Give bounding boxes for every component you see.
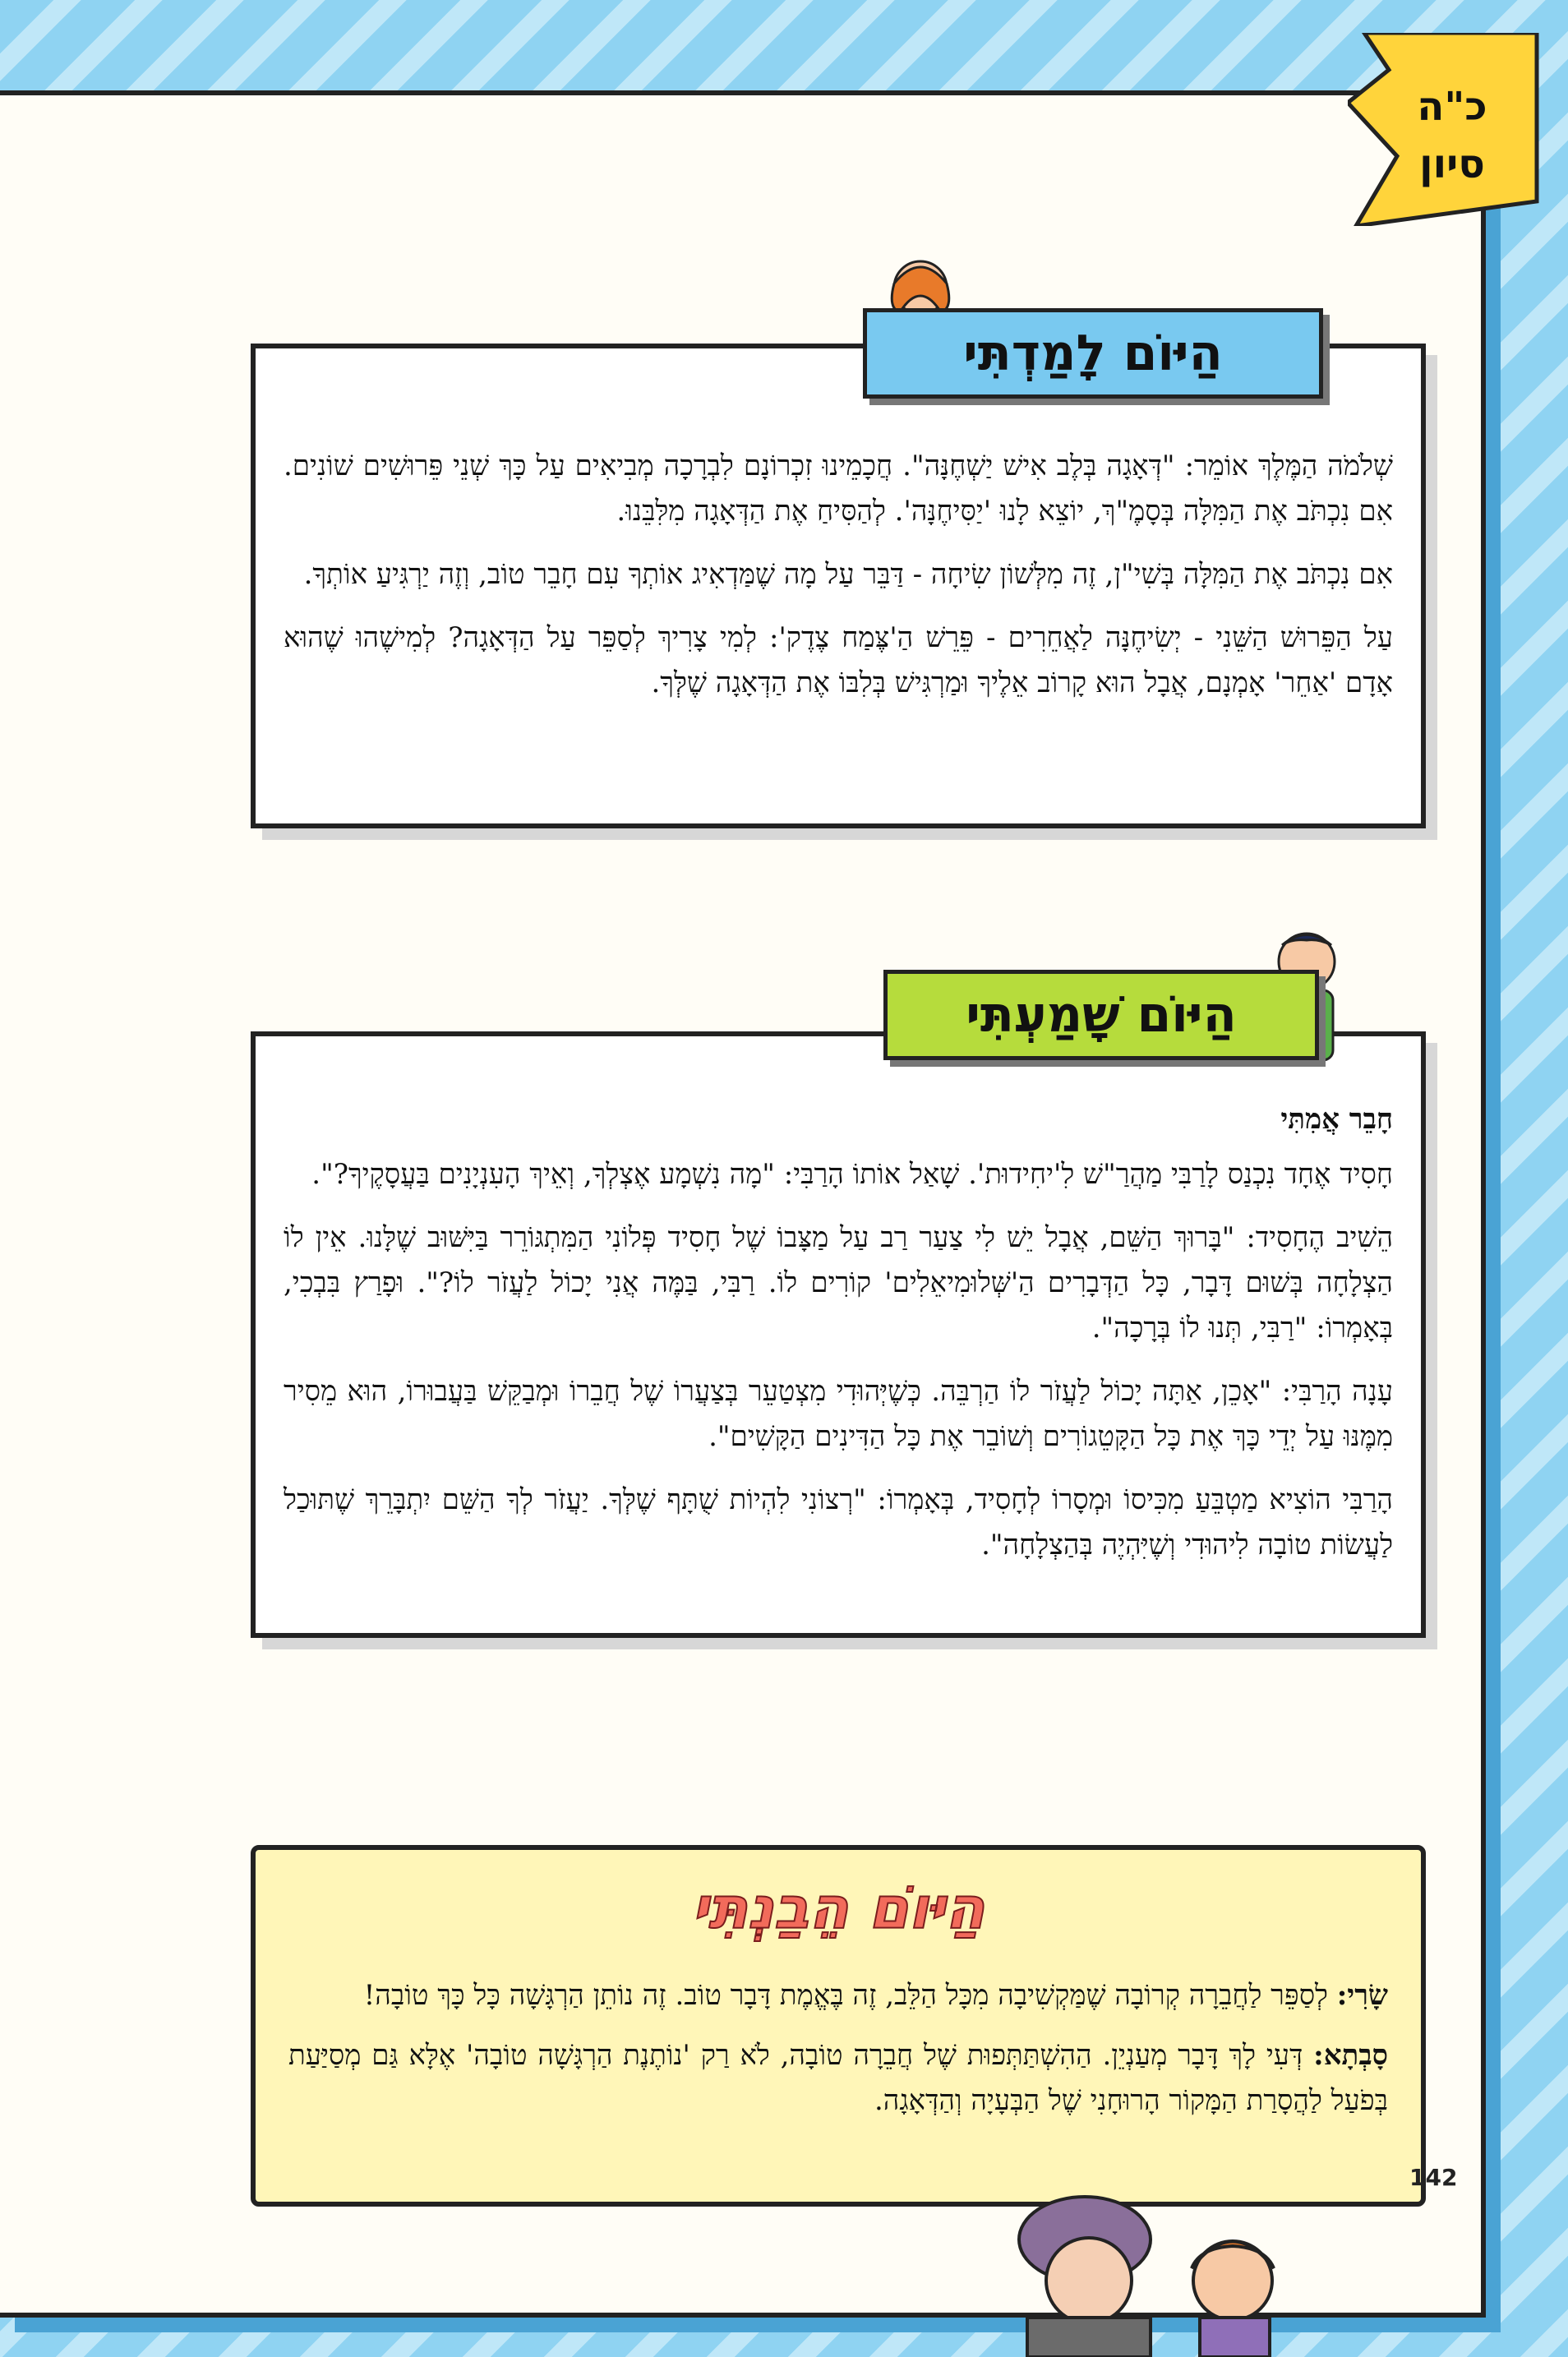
line-text-grandma: דְּעִי לָךְ דָּבָר מְעַנְיֵן. הַהִשְׁתַּתְּפוּת שֶׁל חֲבֵרָה טוֹבָה, לֹא רַק 'נוֹתֶנֶת הַרְגָּשָׁה טוֹבָה' אֶלָּא גַּם מְסַיַּעַת בְּפֹעַל לַהֲסָרַת הַמָּקוֹר הָרוּחָנִי שֶׁל הַבְּעָיָה וְהַדְּאָגָה. <box>288 2039 1388 2117</box>
heard-title-banner <box>883 970 1319 1060</box>
heard-paragraph: הָרַבִּי הוֹצִיא מַטְבֵּעַ מִכִּיסוֹ וּמְסָרוֹ לְחָסִיד, בְּאָמְרוֹ: "רְצוֹנִי לִהְיוֹת שֻׁתָּף שֶׁלְּךָ. יַעֲזֹר לְךָ הַשֵּׁם יִתְבָּרֵךְ שֶׁתּוּכַל לַעֲשׂוֹת טוֹבָה לִיהוּדִי וְשֶׁיִּהְיֶה בְּהַצְלָחָה". <box>284 1483 1393 1561</box>
date-day: כ"ה <box>1417 84 1487 130</box>
understood-line-grandma <box>288 2033 1388 2124</box>
understood-title: הַיּוֹם הֵבַנְתִּי <box>691 1875 985 1942</box>
learned-text <box>284 444 1393 724</box>
heard-paragraph: חָסִיד אֶחָד נִכְנַס לָרַבִּי מַהֲרַ"שׁ לִ'יחִידוּת'. שָׁאַל אוֹתוֹ הָרַבִּי: "מָה נִשְׁמָע אֶצְלְךָ, וְאֵיךְ הָעִנְיָנִים בַּעֲסָקֶיךָ?". <box>311 1158 1393 1191</box>
page-number: 142 <box>1409 2164 1458 2191</box>
date-ribbon <box>1348 33 1553 226</box>
learned-paragraph: אִם נִכְתֹּב אֶת הַמִּלָּה בְּשִׁי"ן, זֶה מִלְּשׁוֹן שִׂיחָה - דַּבֵּר עַל מָה שֶׁמַּדְאִיג אוֹתְךָ עִם חָבֵר טוֹב, וְזֶה יַרְגִּיעַ אוֹתְךָ. <box>303 558 1393 591</box>
heard-paragraph: הֵשִׁיב הֶחָסִיד: "בָּרוּךְ הַשֵּׁם, אֲבָל יֵשׁ לִי צַעַר רַב עַל מַצָּבוֹ שֶׁל חָסִיד פְּלוֹנִי הַמִּתְגּוֹרֵר בַּיִּשּׁוּב שֶׁלָּנוּ. אֵין לוֹ הַצְלָחָה בְּשׁוּם דָּבָר, כָּל הַדְּבָרִים הַ'שְּׁלוּמִיאֵלִים' קוֹרִים לוֹ. רַבִּי, בַּמֶּה אֲנִי יָכוֹל לַעֲזֹר לוֹ?". וּפָרַץ בִּבְכִי, בְּאָמְרוֹ: "רַבִּי, תְּנוּ לוֹ בְּרָכָה". <box>284 1221 1393 1345</box>
grandma-and-girl-illustration <box>994 2182 1307 2357</box>
heard-title: הַיּוֹם שָׁמַעְתִּי <box>966 986 1237 1044</box>
heard-heading: חָבֵר אֲמִתִּי <box>1280 1103 1393 1136</box>
understood-bubble <box>251 1845 1426 2207</box>
learned-paragraph: שְׁלֹמֹה הַמֶּלֶךְ אוֹמֵר: "דְּאָגָה בְּלֶב אִישׁ יַשְׁחֶנָּה". חֲכָמֵינוּ זִכְרוֹנָם לִבְרָכָה מְבִיאִים עַל כָּךְ שְׁנֵי פֵּרוּשִׁים שׁוֹנִים. אִם נִכְתֹּב אֶת הַמִּלָּה בְּסָמֶ"ךְ, יוֹצֵא לָנוּ 'יַסִּיחֶנָּה'. לְהַסִּיחַ אֶת הַדְּאָגָה מִלִּבֵּנוּ. <box>284 450 1393 528</box>
understood-text <box>288 1973 1388 2138</box>
date-month: סיון <box>1419 141 1485 187</box>
line-text-sari: לְסַפֵּר לַחֲבֵרָה קְרוֹבָה שֶׁמַּקְשִׁיבָה מִכָּל הַלֵּב, זֶה בֶּאֱמֶת דָּבָר טוֹב. זֶה נוֹתֵן הַרְגָּשָׁה כָּל כָּךְ טוֹבָה! <box>363 1979 1337 2012</box>
learned-paragraph: עַל הַפֵּרוּשׁ הַשֵּׁנִי - יְשִׂיחֶנָּה לַאֲחֵרִים - פֵּרֵשׁ הַ'צֶּמַח צֶדֶק': לְמִי צָרִיךְ לְסַפֵּר עַל הַדְּאָגָה? לְמִישֶׁהוּ שֶׁהוּא אָדָם 'אַחֵר' אָמְנָם, אֲבָל הוּא קָרוֹב אֵלֶיךָ וּמַרְגִּישׁ בְּלִבּוֹ אֶת הַדְּאָגָה שֶׁלְּךָ. <box>284 621 1393 699</box>
learned-title: הַיּוֹם לָמַדְתִּי <box>963 325 1223 382</box>
speaker-grandma: סָבְתָא: <box>1313 2039 1388 2072</box>
understood-line-sari <box>288 1973 1388 2018</box>
heard-paragraph: עָנָה הָרַבִּי: "אָכֵן, אַתָּה יָכוֹל לַעֲזֹר לוֹ הַרְבֵּה. כְּשֶׁיְּהוּדִי מִצְטַעֵר בְּצַעֲרוֹ שֶׁל חֲבֵרוֹ וּמְבַקֵּשׁ בַּעֲבוּרוֹ, הוּא מֵסִיר מִמֶּנּוּ עַל יְדֵי כָּךְ אֶת כָּל הַקָּטֵגוֹרִים וְשׁוֹבֵר אֶת כָּל הַדִּינִים הַקָּשִׁים". <box>284 1375 1393 1453</box>
speaker-sari: שָׂרִי: <box>1336 1979 1388 2012</box>
heard-text <box>284 1097 1393 1586</box>
learned-title-banner <box>863 308 1323 399</box>
